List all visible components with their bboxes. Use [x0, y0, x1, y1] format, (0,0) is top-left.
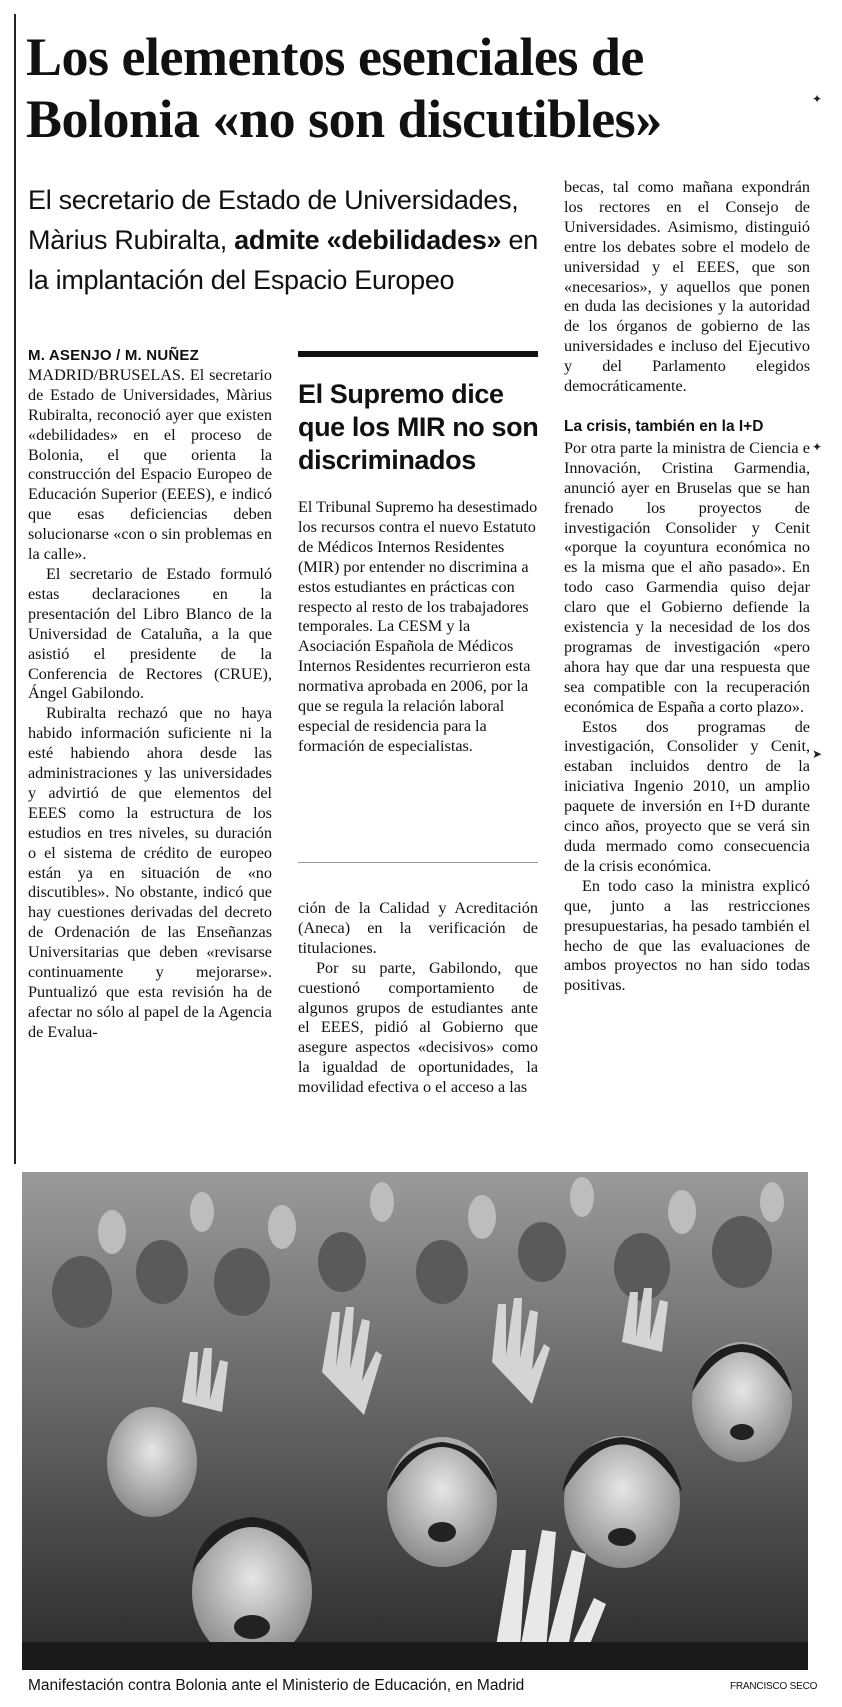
deck-text-2: en la implantación del Espacio Europeo — [28, 225, 538, 295]
paragraph: Por su parte, Gabilondo, que cuestionó comportamiento de algunos grupos de estudiantes ante el EEES, pidió al Gobierno que asegure aspectos «decisivos» como la igualdad de oportunidades, la movilidad efectiva o el acceso a las — [298, 958, 538, 1097]
sidebar-top-rule — [298, 351, 538, 357]
deck — [28, 180, 548, 300]
paragraph: El secretario de Estado formuló estas declaraciones en la presentación del Libro Blanco de la Universidad de Cataluña, a la que asistió el presidente de la Conferencia de Rectores (CRUE), Ángel Gabilondo. — [28, 564, 272, 703]
paragraph: Estos dos programas de investigación, Consolider y Cenit, estaban incluidos dentro de la iniciativa Ingenio 2010, un amplio paquete de inversión en I+D durante cinco años, proyecto que se verá sin duda mermado como consecuencia de la crisis económica. — [564, 717, 810, 875]
paragraph: MADRID/BRUSELAS. El secretario de Estado de Universidades, Màrius Rubiralta, reconoció ayer que existen «debilidades» en el proceso de Bolonia, el que orienta la construcción del Espacio Europeo de Educación Superior (EEES), e indicó que esas deficiencias deben solucionarse «con o sin problemas en la calle». — [28, 365, 272, 564]
protest-photo — [22, 1172, 808, 1670]
deck-text-1: El secretario de Estado de Universidades, Màrius Rubiralta, — [28, 185, 519, 255]
article-column-1 — [28, 346, 272, 1043]
left-border-line — [14, 14, 16, 1164]
paragraph: En todo caso la ministra explicó que, junto a las restricciones presupuestarias, ha pesado también el hecho de que las evaluaciones de ambos proyectos no han sido todas positivas. — [564, 876, 810, 995]
sidebar-body: El Tribunal Supremo ha desestimado los recursos contra el nuevo Estatuto de Médicos Internos Residentes (MIR) por entender no discrimina a estos estudiantes en prácticas con respecto al resto de los trabajadores temporales. La CESM y la Asociación Española de Médicos Internos Residentes recurrieron esta normativa aprobada en 2006, por la que se regula la relación laboral especial de residencia para la formación de especialistas. — [298, 498, 538, 755]
article-column-3 — [564, 178, 810, 996]
byline: M. ASENJO / M. NUÑEZ — [28, 347, 199, 364]
margin-arrow-icon: ✦ — [812, 440, 823, 454]
headline — [26, 26, 816, 150]
paragraph: becas, tal como mañana expondrán los rectores en el Consejo de Universidades. Asimismo, distinguió entre los debates sobre el modelo de universidad y el EEES, que son «necesarios», y aquellos que ponen en duda las decisiones y la autoridad de los órganos de gobierno de las universidades e incluso del Ejecutivo y del Parlamento elegidos democráticamente. — [564, 178, 810, 396]
headline-line-1: Los elementos esenciales de — [26, 27, 644, 87]
margin-arrow-icon: ➤ — [812, 747, 823, 761]
subheading: La crisis, también en la I+D — [564, 417, 764, 435]
paragraph: ción de la Calidad y Acreditación (Aneca) en la verificación de titulaciones. — [298, 899, 538, 957]
headline-line-2: Bolonia «no son discutibles» — [26, 89, 662, 149]
sidebar-title: El Supremo dice que los MIR no son discriminados — [298, 379, 539, 475]
paragraph: Rubiralta rechazó que no haya habido información suficiente ni la esté habiendo ahora desde las administraciones y las universidades y advirtió de que elementos del EEES como la estructura de los estudios en tres niveles, su duración o el sistema de crédito de europeo están ya en situación de «no discutibles». No obstante, indicó que hay cuestiones derivadas del decreto de Ordenación de las Enseñanzas Universitarias que deben «revisarse continuamente y mejorarse». Puntualizó que esta revisión ha de afectar no sólo al papel de la Agencia de Evalua- — [28, 704, 272, 1041]
photo-credit: FRANCISCO SECO — [730, 1681, 818, 1692]
margin-arrow-icon: ✦ — [812, 92, 823, 106]
article-column-2 — [298, 899, 538, 1098]
protest-photo-illustration — [22, 1172, 808, 1670]
paragraph: Por otra parte la ministra de Ciencia e Innovación, Cristina Garmendia, anunció ayer en Bruselas que se han frenado los proyectos de investigación Consolider y Cenit «porque la coyuntura económica no es la misma que el año pasado». En todo caso Garmendia quiso dejar claro que el Gobierno defiende la existencia y la necesidad de los dos programas de investigación «pero ahora hay que dar una respuesta que sea compatible con la recuperación económica de España a corto plazo». — [564, 438, 810, 716]
deck-bold: admite «debilidades» — [234, 225, 502, 255]
photo-caption: Manifestación contra Bolonia ante el Ministerio de Educación, en Madrid — [28, 1677, 525, 1694]
sidebar-bottom-rule — [298, 862, 538, 863]
